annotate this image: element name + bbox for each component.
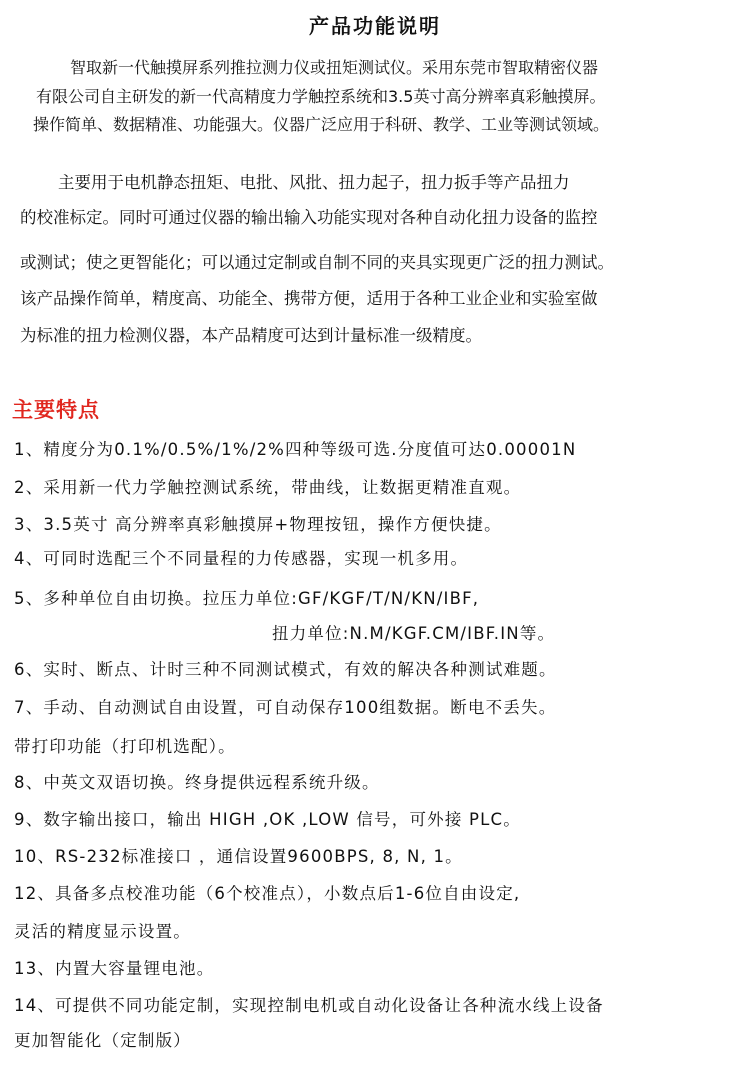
feature-item-continuation: 灵活的精度显示设置。 bbox=[14, 922, 191, 941]
usage-line: 的校准标定。同时可通过仪器的输出输入功能实现对各种自动化扭力设备的监控 bbox=[20, 208, 598, 227]
feature-item: 4、可同时选配三个不同量程的力传感器，实现一机多用。 bbox=[14, 549, 469, 568]
intro-line: 有限公司自主研发的新一代高精度力学触控系统和3.5英寸高分辨率真彩触摸屏。 bbox=[36, 87, 606, 106]
intro-line: 操作简单、数据精准、功能强大。仪器广泛应用于科研、教学、工业等测试领域。 bbox=[33, 115, 610, 134]
feature-item-continuation: 带打印功能（打印机选配）。 bbox=[14, 737, 236, 756]
feature-item: 10、RS-232标准接口 ，通信设置9600BPS, 8, N, 1。 bbox=[14, 847, 463, 866]
feature-item: 9、数字输出接口，输出 HIGH ,OK ,LOW 信号，可外接 PLC。 bbox=[14, 810, 521, 829]
feature-item: 7、手动、自动测试自由设置，可自动保存100组数据。断电不丢失。 bbox=[14, 698, 557, 717]
feature-item: 13、内置大容量锂电池。 bbox=[14, 959, 215, 978]
feature-item: 12、具备多点校准功能（6个校准点），小数点后1-6位自由设定, bbox=[14, 884, 521, 903]
feature-item: 14、可提供不同功能定制，实现控制电机或自动化设备让各种流水线上设备 bbox=[14, 996, 604, 1015]
feature-item-continuation: 扭力单位:N.M/KGF.CM/IBF.IN等。 bbox=[272, 624, 556, 643]
usage-line: 或测试；使之更智能化；可以通过定制或自制不同的夹具实现更广泛的扭力测试。 bbox=[20, 253, 614, 272]
page-title: 产品功能说明 bbox=[309, 14, 441, 38]
intro-line: 智取新一代触摸屏系列推拉测力仪或扭矩测试仪。采用东莞市智取精密仪器 bbox=[70, 58, 599, 77]
feature-item: 2、采用新一代力学触控测试系统，带曲线，让数据更精准直观。 bbox=[14, 478, 522, 497]
feature-item: 6、实时、断点、计时三种不同测试模式，有效的解决各种测试难题。 bbox=[14, 660, 557, 679]
feature-item: 5、多种单位自由切换。拉压力单位:GF/KGF/T/N/KN/IBF, bbox=[14, 589, 480, 608]
feature-item: 3、3.5英寸 高分辨率真彩触摸屏+物理按钮，操作方便快捷。 bbox=[14, 515, 502, 534]
usage-line: 为标准的扭力检测仪器，本产品精度可达到计量标准一级精度。 bbox=[20, 326, 482, 345]
usage-line: 主要用于电机静态扭矩、电批、风批、扭力起子，扭力扳手等产品扭力 bbox=[58, 173, 570, 192]
feature-item: 8、中英文双语切换。终身提供远程系统升级。 bbox=[14, 773, 380, 792]
usage-line: 该产品操作简单，精度高、功能全、携带方便，适用于各种工业企业和实验室做 bbox=[20, 289, 598, 308]
feature-item-continuation: 更加智能化（定制版） bbox=[14, 1031, 191, 1050]
feature-item: 1、精度分为0.1%/0.5%/1%/2%四种等级可选.分度值可达0.00001N bbox=[14, 440, 577, 459]
features-heading: 主要特点 bbox=[12, 398, 100, 422]
